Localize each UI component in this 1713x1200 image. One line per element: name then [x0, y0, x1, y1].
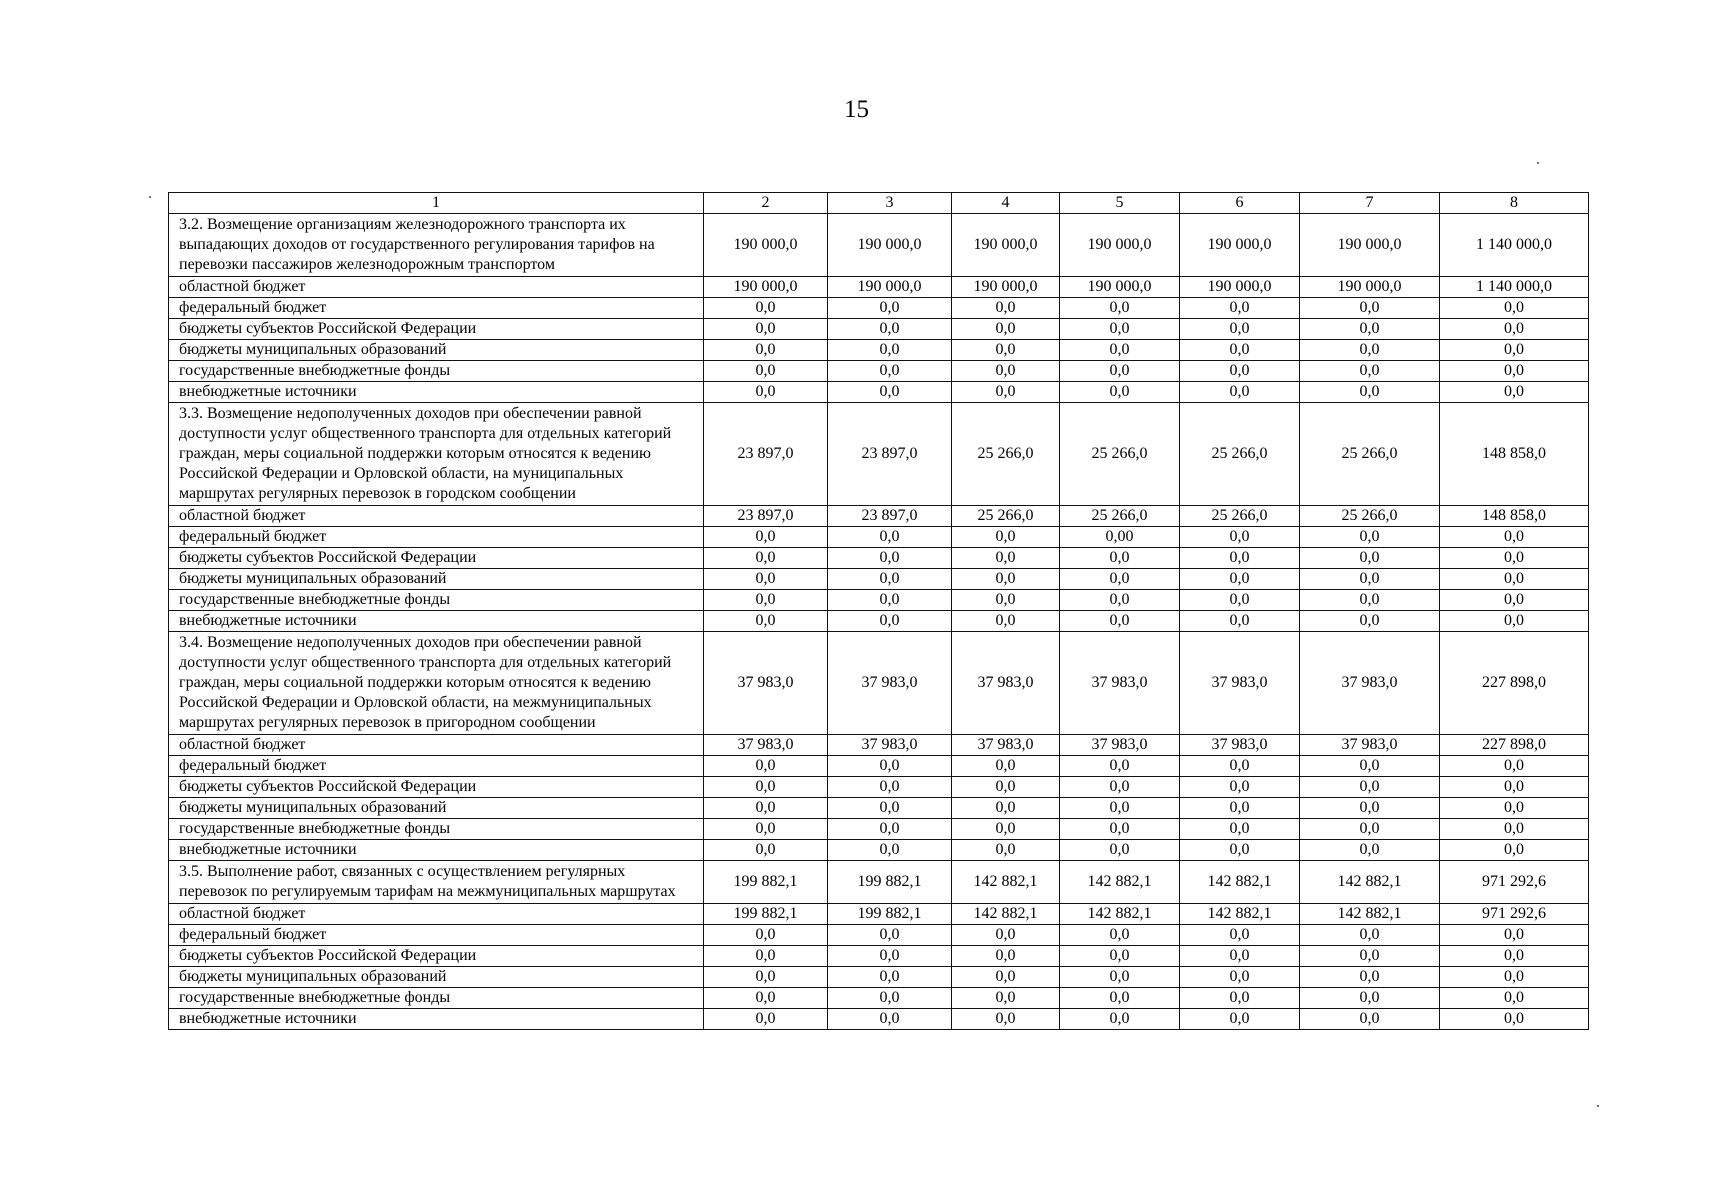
value-cell: 0,0: [1300, 361, 1440, 382]
value-cell: 0,0: [1060, 569, 1180, 590]
funding-source-cell: внебюджетные источники: [169, 840, 704, 861]
section-row: [169, 403, 1589, 506]
funding-source-row: [169, 967, 1589, 988]
value-cell: 37 983,0: [1180, 632, 1300, 735]
value-cell: 0,0: [704, 340, 828, 361]
funding-source-row: [169, 946, 1589, 967]
funding-source-cell: бюджеты муниципальных образований: [169, 798, 704, 819]
value-cell: 0,0: [828, 319, 952, 340]
funding-source-cell: федеральный бюджет: [169, 298, 704, 319]
funding-source-cell: бюджеты субъектов Российской Федерации: [169, 777, 704, 798]
value-cell: 37 983,0: [704, 735, 828, 756]
value-cell: 0,0: [952, 382, 1060, 403]
funding-source-cell: внебюджетные источники: [169, 382, 704, 403]
value-cell: 0,0: [1440, 361, 1589, 382]
value-cell: 0,0: [704, 819, 828, 840]
value-cell: 0,0: [1180, 819, 1300, 840]
value-cell: 199 882,1: [828, 861, 952, 904]
section-row: [169, 632, 1589, 735]
value-cell: 0,0: [1300, 819, 1440, 840]
value-cell: 0,0: [1300, 840, 1440, 861]
value-cell: 148 858,0: [1440, 403, 1589, 506]
value-cell: 0,0: [1300, 527, 1440, 548]
value-cell: 25 266,0: [1180, 403, 1300, 506]
funding-source-row: [169, 819, 1589, 840]
value-cell: 37 983,0: [828, 735, 952, 756]
value-cell: 0,0: [828, 777, 952, 798]
funding-source-row: [169, 777, 1589, 798]
value-cell: 0,0: [1300, 777, 1440, 798]
value-cell: 0,0: [1300, 382, 1440, 403]
value-cell: 0,0: [1440, 756, 1589, 777]
value-cell: 0,0: [704, 988, 828, 1009]
value-cell: 0,0: [1060, 988, 1180, 1009]
value-cell: 0,0: [1300, 988, 1440, 1009]
value-cell: 0,0: [1440, 946, 1589, 967]
value-cell: 0,0: [1440, 319, 1589, 340]
value-cell: 0,0: [704, 527, 828, 548]
value-cell: 0,0: [952, 840, 1060, 861]
value-cell: 0,0: [1180, 967, 1300, 988]
value-cell: 0,0: [1300, 340, 1440, 361]
value-cell: 227 898,0: [1440, 735, 1589, 756]
value-cell: 0,0: [952, 361, 1060, 382]
funding-source-cell: федеральный бюджет: [169, 925, 704, 946]
value-cell: 0,0: [1300, 798, 1440, 819]
value-cell: 0,0: [1060, 319, 1180, 340]
funding-source-cell: бюджеты муниципальных образований: [169, 340, 704, 361]
value-cell: 190 000,0: [828, 277, 952, 298]
funding-source-cell: бюджеты субъектов Российской Федерации: [169, 548, 704, 569]
value-cell: 0,0: [1060, 298, 1180, 319]
section-title-cell: 3.5. Выполнение работ, связанных с осуществлением регулярных перевозок по регулируемым тарифам на межмуниципальных маршрутах: [169, 861, 704, 904]
value-cell: 0,0: [952, 569, 1060, 590]
value-cell: 0,0: [1440, 340, 1589, 361]
value-cell: 37 983,0: [952, 632, 1060, 735]
value-cell: 0,0: [952, 798, 1060, 819]
value-cell: 0,0: [1180, 319, 1300, 340]
value-cell: 142 882,1: [1180, 861, 1300, 904]
value-cell: 190 000,0: [828, 214, 952, 277]
value-cell: 0,0: [704, 925, 828, 946]
value-cell: 0,0: [1180, 361, 1300, 382]
value-cell: 25 266,0: [952, 506, 1060, 527]
value-cell: 190 000,0: [704, 214, 828, 277]
value-cell: 1 140 000,0: [1440, 214, 1589, 277]
value-cell: 0,0: [952, 1009, 1060, 1030]
value-cell: 0,0: [704, 298, 828, 319]
value-cell: 142 882,1: [952, 904, 1060, 925]
funding-source-cell: государственные внебюджетные фонды: [169, 988, 704, 1009]
value-cell: 0,00: [1060, 527, 1180, 548]
value-cell: 0,0: [828, 840, 952, 861]
budget-table: [168, 192, 1589, 1030]
value-cell: 190 000,0: [952, 277, 1060, 298]
funding-source-row: [169, 361, 1589, 382]
value-cell: 0,0: [828, 569, 952, 590]
value-cell: 25 266,0: [1300, 403, 1440, 506]
value-cell: 0,0: [828, 527, 952, 548]
value-cell: 0,0: [1180, 840, 1300, 861]
value-cell: 0,0: [828, 361, 952, 382]
value-cell: 0,0: [1440, 777, 1589, 798]
value-cell: 0,0: [1300, 946, 1440, 967]
value-cell: 0,0: [1060, 361, 1180, 382]
funding-source-cell: областной бюджет: [169, 904, 704, 925]
funding-source-cell: федеральный бюджет: [169, 527, 704, 548]
funding-source-row: [169, 1009, 1589, 1030]
scan-speck: [1537, 162, 1539, 164]
value-cell: 37 983,0: [952, 735, 1060, 756]
value-cell: 23 897,0: [828, 506, 952, 527]
funding-source-row: [169, 756, 1589, 777]
value-cell: 0,0: [1060, 798, 1180, 819]
value-cell: 0,0: [1060, 611, 1180, 632]
value-cell: 0,0: [1060, 946, 1180, 967]
value-cell: 0,0: [1060, 340, 1180, 361]
value-cell: 0,0: [1060, 967, 1180, 988]
value-cell: 0,0: [1300, 590, 1440, 611]
value-cell: 0,0: [952, 319, 1060, 340]
value-cell: 0,0: [1180, 527, 1300, 548]
value-cell: 0,0: [1300, 756, 1440, 777]
funding-source-cell: государственные внебюджетные фонды: [169, 361, 704, 382]
value-cell: 0,0: [1300, 298, 1440, 319]
scan-speck: [1597, 1105, 1599, 1107]
value-cell: 0,0: [1060, 1009, 1180, 1030]
value-cell: 0,0: [1300, 967, 1440, 988]
value-cell: 37 983,0: [1300, 632, 1440, 735]
value-cell: 0,0: [1300, 925, 1440, 946]
column-number-header: 8: [1440, 193, 1589, 214]
value-cell: 0,0: [1060, 548, 1180, 569]
value-cell: 23 897,0: [704, 403, 828, 506]
value-cell: 0,0: [1440, 840, 1589, 861]
value-cell: 0,0: [1300, 319, 1440, 340]
value-cell: 37 983,0: [704, 632, 828, 735]
value-cell: 0,0: [1440, 988, 1589, 1009]
value-cell: 25 266,0: [1180, 506, 1300, 527]
value-cell: 37 983,0: [828, 632, 952, 735]
funding-source-row: [169, 590, 1589, 611]
value-cell: 0,0: [952, 340, 1060, 361]
value-cell: 142 882,1: [952, 861, 1060, 904]
value-cell: 23 897,0: [704, 506, 828, 527]
funding-source-cell: бюджеты субъектов Российской Федерации: [169, 319, 704, 340]
scan-speck: [149, 196, 151, 198]
value-cell: 0,0: [1180, 756, 1300, 777]
value-cell: 25 266,0: [1060, 403, 1180, 506]
value-cell: 0,0: [952, 925, 1060, 946]
value-cell: 190 000,0: [952, 214, 1060, 277]
value-cell: 0,0: [1180, 611, 1300, 632]
value-cell: 0,0: [828, 548, 952, 569]
value-cell: 0,0: [1180, 569, 1300, 590]
value-cell: 971 292,6: [1440, 904, 1589, 925]
section-title-cell: 3.4. Возмещение недополученных доходов при обеспечении равной доступности услуг общественного транспорта для отдельных категорий граждан, меры социальной поддержки которым относятся к ведению Российской Федерации и Орловской области, на межмуниципальных маршрутах регулярных перевозок в пригородном сообщении: [169, 632, 704, 735]
value-cell: 0,0: [1440, 798, 1589, 819]
funding-source-row: [169, 506, 1589, 527]
funding-source-row: [169, 382, 1589, 403]
value-cell: 199 882,1: [704, 904, 828, 925]
funding-source-row: [169, 319, 1589, 340]
column-number-header: 4: [952, 193, 1060, 214]
funding-source-row: [169, 548, 1589, 569]
value-cell: 0,0: [1180, 340, 1300, 361]
value-cell: 0,0: [704, 319, 828, 340]
value-cell: 1 140 000,0: [1440, 277, 1589, 298]
funding-source-cell: бюджеты муниципальных образований: [169, 569, 704, 590]
funding-source-row: [169, 611, 1589, 632]
value-cell: 0,0: [828, 967, 952, 988]
funding-source-cell: федеральный бюджет: [169, 756, 704, 777]
value-cell: 0,0: [828, 382, 952, 403]
value-cell: 0,0: [1180, 925, 1300, 946]
value-cell: 37 983,0: [1300, 735, 1440, 756]
value-cell: 0,0: [704, 756, 828, 777]
value-cell: 0,0: [828, 798, 952, 819]
value-cell: 0,0: [952, 756, 1060, 777]
value-cell: 0,0: [704, 967, 828, 988]
funding-source-cell: внебюджетные источники: [169, 1009, 704, 1030]
value-cell: 0,0: [828, 819, 952, 840]
value-cell: 0,0: [1440, 611, 1589, 632]
funding-source-row: [169, 798, 1589, 819]
value-cell: 142 882,1: [1300, 861, 1440, 904]
value-cell: 0,0: [704, 382, 828, 403]
value-cell: 0,0: [1060, 840, 1180, 861]
value-cell: 25 266,0: [1300, 506, 1440, 527]
value-cell: 0,0: [1440, 925, 1589, 946]
column-number-header: 6: [1180, 193, 1300, 214]
value-cell: 0,0: [1300, 611, 1440, 632]
value-cell: 199 882,1: [828, 904, 952, 925]
value-cell: 0,0: [1440, 527, 1589, 548]
funding-source-cell: областной бюджет: [169, 277, 704, 298]
value-cell: 190 000,0: [1060, 214, 1180, 277]
value-cell: 971 292,6: [1440, 861, 1589, 904]
column-number-header: 7: [1300, 193, 1440, 214]
value-cell: 0,0: [828, 611, 952, 632]
section-row: [169, 214, 1589, 277]
value-cell: 0,0: [1300, 548, 1440, 569]
value-cell: 0,0: [704, 840, 828, 861]
value-cell: 190 000,0: [1180, 214, 1300, 277]
value-cell: 142 882,1: [1060, 861, 1180, 904]
funding-source-row: [169, 277, 1589, 298]
value-cell: 0,0: [1180, 382, 1300, 403]
column-number-header: 3: [828, 193, 952, 214]
funding-source-row: [169, 527, 1589, 548]
value-cell: 142 882,1: [1180, 904, 1300, 925]
value-cell: 0,0: [1440, 1009, 1589, 1030]
value-cell: 0,0: [952, 590, 1060, 611]
value-cell: 23 897,0: [828, 403, 952, 506]
section-title-cell: 3.2. Возмещение организациям железнодорожного транспорта их выпадающих доходов от государственного регулирования тарифов на перевозки пассажиров железнодорожным транспортом: [169, 214, 704, 277]
value-cell: 0,0: [828, 590, 952, 611]
value-cell: 0,0: [704, 548, 828, 569]
value-cell: 0,0: [1440, 382, 1589, 403]
funding-source-row: [169, 298, 1589, 319]
value-cell: 37 983,0: [1180, 735, 1300, 756]
value-cell: 0,0: [1180, 946, 1300, 967]
value-cell: 190 000,0: [1180, 277, 1300, 298]
value-cell: 37 983,0: [1060, 632, 1180, 735]
funding-source-cell: государственные внебюджетные фонды: [169, 590, 704, 611]
column-number-header: 2: [704, 193, 828, 214]
value-cell: 142 882,1: [1060, 904, 1180, 925]
value-cell: 0,0: [828, 1009, 952, 1030]
funding-source-row: [169, 925, 1589, 946]
funding-source-cell: бюджеты субъектов Российской Федерации: [169, 946, 704, 967]
value-cell: 0,0: [828, 988, 952, 1009]
value-cell: 227 898,0: [1440, 632, 1589, 735]
value-cell: 0,0: [1440, 298, 1589, 319]
value-cell: 0,0: [704, 611, 828, 632]
value-cell: 37 983,0: [1060, 735, 1180, 756]
value-cell: 0,0: [828, 340, 952, 361]
value-cell: 0,0: [1180, 988, 1300, 1009]
value-cell: 0,0: [1180, 590, 1300, 611]
funding-source-row: [169, 569, 1589, 590]
value-cell: 0,0: [952, 298, 1060, 319]
value-cell: 0,0: [952, 777, 1060, 798]
page-number: 15: [844, 96, 869, 123]
value-cell: 0,0: [952, 611, 1060, 632]
value-cell: 190 000,0: [1300, 277, 1440, 298]
value-cell: 0,0: [1440, 967, 1589, 988]
funding-source-row: [169, 904, 1589, 925]
funding-source-row: [169, 840, 1589, 861]
value-cell: 0,0: [1180, 548, 1300, 569]
funding-source-row: [169, 988, 1589, 1009]
value-cell: 0,0: [1060, 925, 1180, 946]
value-cell: 0,0: [1300, 569, 1440, 590]
value-cell: 0,0: [828, 298, 952, 319]
value-cell: 0,0: [704, 569, 828, 590]
value-cell: 0,0: [952, 988, 1060, 1009]
value-cell: 0,0: [1440, 819, 1589, 840]
section-title-cell: 3.3. Возмещение недополученных доходов при обеспечении равной доступности услуг общественного транспорта для отдельных категорий граждан, меры социальной поддержки которым относятся к ведению Российской Федерации и Орловской области, на муниципальных маршрутах регулярных перевозок в городском сообщении: [169, 403, 704, 506]
value-cell: 0,0: [1180, 1009, 1300, 1030]
value-cell: 0,0: [1180, 298, 1300, 319]
value-cell: 25 266,0: [952, 403, 1060, 506]
value-cell: 199 882,1: [704, 861, 828, 904]
value-cell: 0,0: [828, 925, 952, 946]
value-cell: 148 858,0: [1440, 506, 1589, 527]
value-cell: 142 882,1: [1300, 904, 1440, 925]
value-cell: 0,0: [704, 1009, 828, 1030]
value-cell: 0,0: [952, 946, 1060, 967]
funding-source-cell: областной бюджет: [169, 735, 704, 756]
value-cell: 0,0: [952, 548, 1060, 569]
value-cell: 0,0: [952, 967, 1060, 988]
section-row: [169, 861, 1589, 904]
funding-source-row: [169, 735, 1589, 756]
value-cell: 0,0: [704, 798, 828, 819]
value-cell: 0,0: [828, 946, 952, 967]
funding-source-cell: государственные внебюджетные фонды: [169, 819, 704, 840]
value-cell: 0,0: [1180, 777, 1300, 798]
value-cell: 0,0: [704, 590, 828, 611]
value-cell: 25 266,0: [1060, 506, 1180, 527]
value-cell: 0,0: [1180, 798, 1300, 819]
value-cell: 0,0: [1440, 590, 1589, 611]
column-number-header: 5: [1060, 193, 1180, 214]
funding-source-row: [169, 340, 1589, 361]
column-number-header: 1: [169, 193, 704, 214]
value-cell: 0,0: [704, 946, 828, 967]
table-header-row: [169, 193, 1589, 214]
value-cell: 0,0: [1440, 569, 1589, 590]
value-cell: 0,0: [1060, 756, 1180, 777]
value-cell: 0,0: [1060, 777, 1180, 798]
value-cell: 0,0: [1060, 590, 1180, 611]
value-cell: 0,0: [952, 527, 1060, 548]
value-cell: 190 000,0: [704, 277, 828, 298]
value-cell: 190 000,0: [1300, 214, 1440, 277]
funding-source-cell: областной бюджет: [169, 506, 704, 527]
funding-source-cell: бюджеты муниципальных образований: [169, 967, 704, 988]
value-cell: 0,0: [704, 361, 828, 382]
value-cell: 0,0: [704, 777, 828, 798]
value-cell: 0,0: [1060, 382, 1180, 403]
value-cell: 0,0: [1300, 1009, 1440, 1030]
value-cell: 190 000,0: [1060, 277, 1180, 298]
value-cell: 0,0: [1440, 548, 1589, 569]
funding-source-cell: внебюджетные источники: [169, 611, 704, 632]
value-cell: 0,0: [952, 819, 1060, 840]
value-cell: 0,0: [1060, 819, 1180, 840]
value-cell: 0,0: [828, 756, 952, 777]
